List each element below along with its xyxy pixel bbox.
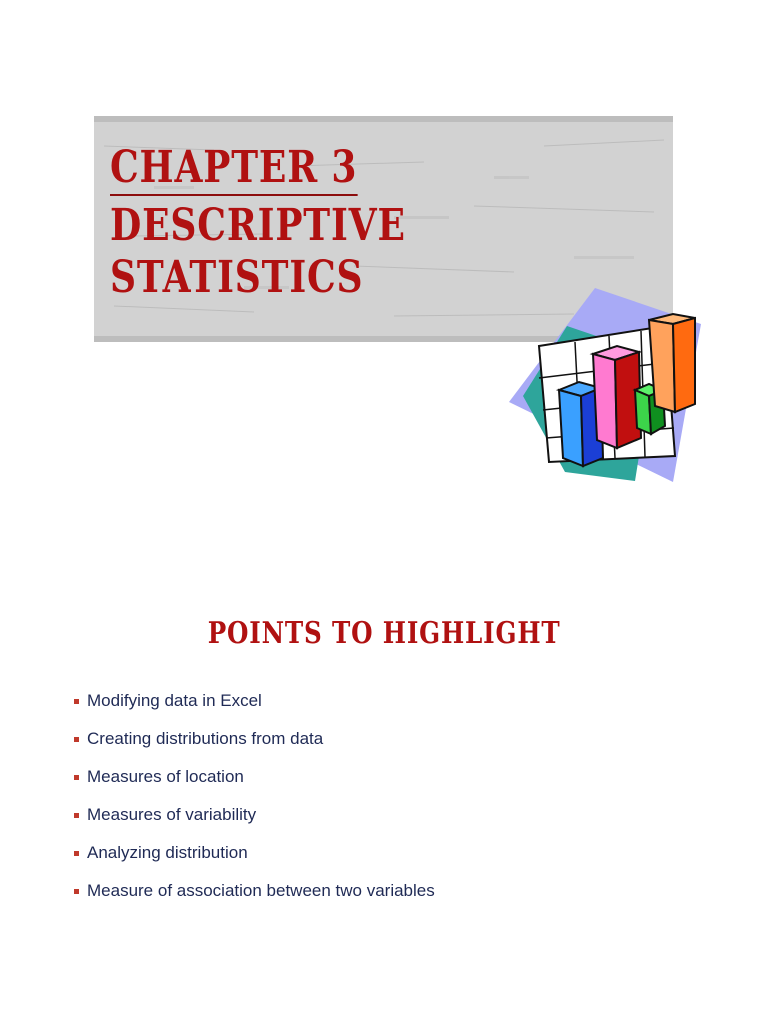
list-item-text: Creating distributions from data bbox=[87, 729, 324, 748]
list-item-text: Measure of association between two variables bbox=[87, 881, 435, 900]
bullet-list bbox=[74, 682, 435, 910]
list-item-text: Analyzing distribution bbox=[87, 843, 248, 862]
list-item bbox=[74, 758, 435, 796]
square-bullet-icon bbox=[74, 851, 79, 856]
title-line-chapter: CHAPTER 3 bbox=[110, 142, 357, 196]
square-bullet-icon bbox=[74, 699, 79, 704]
title-line-descriptive: DESCRIPTIVE bbox=[110, 200, 406, 251]
section-heading bbox=[0, 612, 768, 656]
square-bullet-icon bbox=[74, 775, 79, 780]
bar-chart-clipart-icon bbox=[505, 286, 701, 486]
list-item bbox=[74, 872, 435, 910]
square-bullet-icon bbox=[74, 889, 79, 894]
list-item-text: Measures of variability bbox=[87, 805, 257, 824]
list-item bbox=[74, 682, 435, 720]
list-item-text: Measures of location bbox=[87, 767, 244, 786]
square-bullet-icon bbox=[74, 737, 79, 742]
square-bullet-icon bbox=[74, 813, 79, 818]
list-item bbox=[74, 720, 435, 758]
list-item bbox=[74, 834, 435, 872]
chapter-title bbox=[110, 142, 471, 304]
list-item-text: Modifying data in Excel bbox=[87, 691, 262, 710]
list-item bbox=[74, 796, 435, 834]
section-heading-text: POINTS TO HIGHLIGHT bbox=[207, 616, 561, 651]
title-line-statistics: STATISTICS bbox=[110, 252, 364, 303]
